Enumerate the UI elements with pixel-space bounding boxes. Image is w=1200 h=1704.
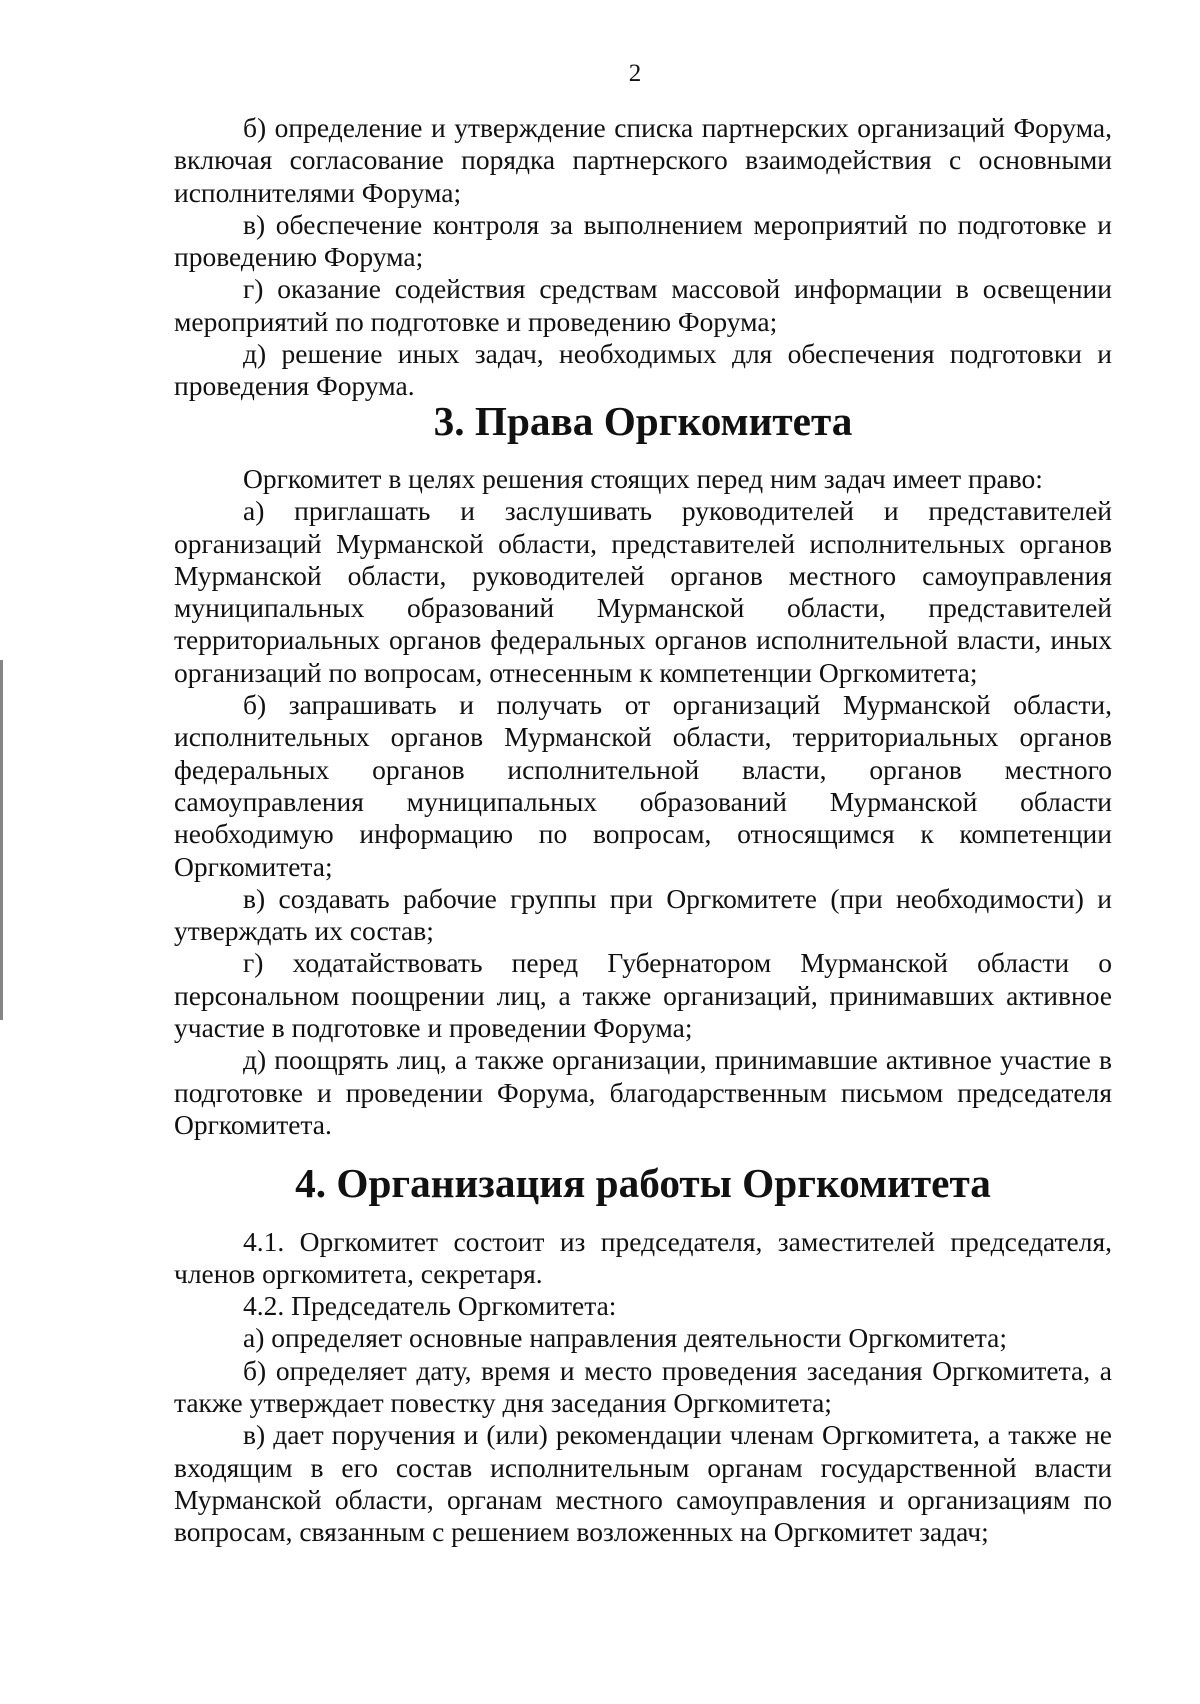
section-3-item-b: б) запрашивать и получать от организаций Мурманской области, исполнительных органов Мурманской области, территориальных органов федеральных органов исполнительной власти, органов местного самоуправления муниципальных образований Мурманской области необходимую информацию по вопросам, относящимся к компетенции Оргкомитета;: [174, 689, 1112, 882]
section-4-item-b: б) определяет дату, время и место проведения заседания Оргкомитета, а также утверждает повестку дня заседания Оргкомитета;: [174, 1354, 1112, 1418]
section-4-title: 4. Организация работы Оргкомитета: [295, 1160, 991, 1207]
section-3-title: 3. Права Оргкомитета: [433, 397, 853, 444]
paragraph-d-other-tasks: д) решение иных задач, необходимых для обеспечения подготовки и проведения Форума.: [174, 338, 1112, 402]
section-4-item-v: в) дает поручения и (или) рекомендации членам Оргкомитета, а также не входящим в его состав исполнительным органам государственной власти Мурманской области, органам местного самоуправления и организациям по вопросам, связанным с решением возложенных на Оргкомитет задач;: [174, 1419, 1112, 1548]
section-3-item-a: а) приглашать и заслушивать руководителей и представителей организаций Мурманской области, представителей исполнительных органов Мурманской области, руководителей органов местного самоуправления муниципальных образований Мурманской области, представителей территориальных органов федеральных органов исполнительной власти, иных организаций по вопросам, отнесенным к компетенции Оргкомитета;: [174, 495, 1112, 688]
section-3-item-g: г) ходатайствовать перед Губернатором Мурманской области о персональном поощрении лиц, а также организаций, принимавших активное участие в подготовке и проведении Форума;: [174, 947, 1112, 1044]
paragraph-v-control: в) обеспечение контроля за выполнением мероприятий по подготовке и проведению Форума;: [174, 208, 1112, 273]
section-3-item-v: в) создавать рабочие группы при Оргкомитете (при необходимости) и утверждать их состав;: [174, 882, 1112, 947]
section-3-item-d: д) поощрять лиц, а также организации, принимавшие активное участие в подготовке и проведении Форума, благодарственным письмом председателя Оргкомитета.: [174, 1044, 1112, 1140]
scan-edge-mark: [0, 660, 3, 1020]
section-4-item-4-1: 4.1. Оргкомитет состоит из председателя, заместителей председателя, членов оргкомитета, секретаря.: [174, 1225, 1112, 1289]
section-4-item-4-2: 4.2. Председатель Оргкомитета:: [243, 1290, 617, 1322]
paragraph-b-partners: б) определение и утверждение списка партнерских организаций Форума, включая согласование порядка партнерского взаимодействия с основными исполнителями Форума;: [174, 112, 1112, 208]
page-number: 2: [628, 60, 642, 87]
document-body: [174, 112, 1112, 1548]
section-3-intro: Оргкомитет в целях решения стоящих перед ним задач имеет право:: [243, 462, 1043, 494]
paragraph-g-media: г) оказание содействия средствам массовой информации в освещении мероприятий по подготовке и проведению Форума;: [174, 273, 1112, 337]
section-4-item-a: а) определяет основные направления деятельности Оргкомитета;: [243, 1322, 1007, 1354]
